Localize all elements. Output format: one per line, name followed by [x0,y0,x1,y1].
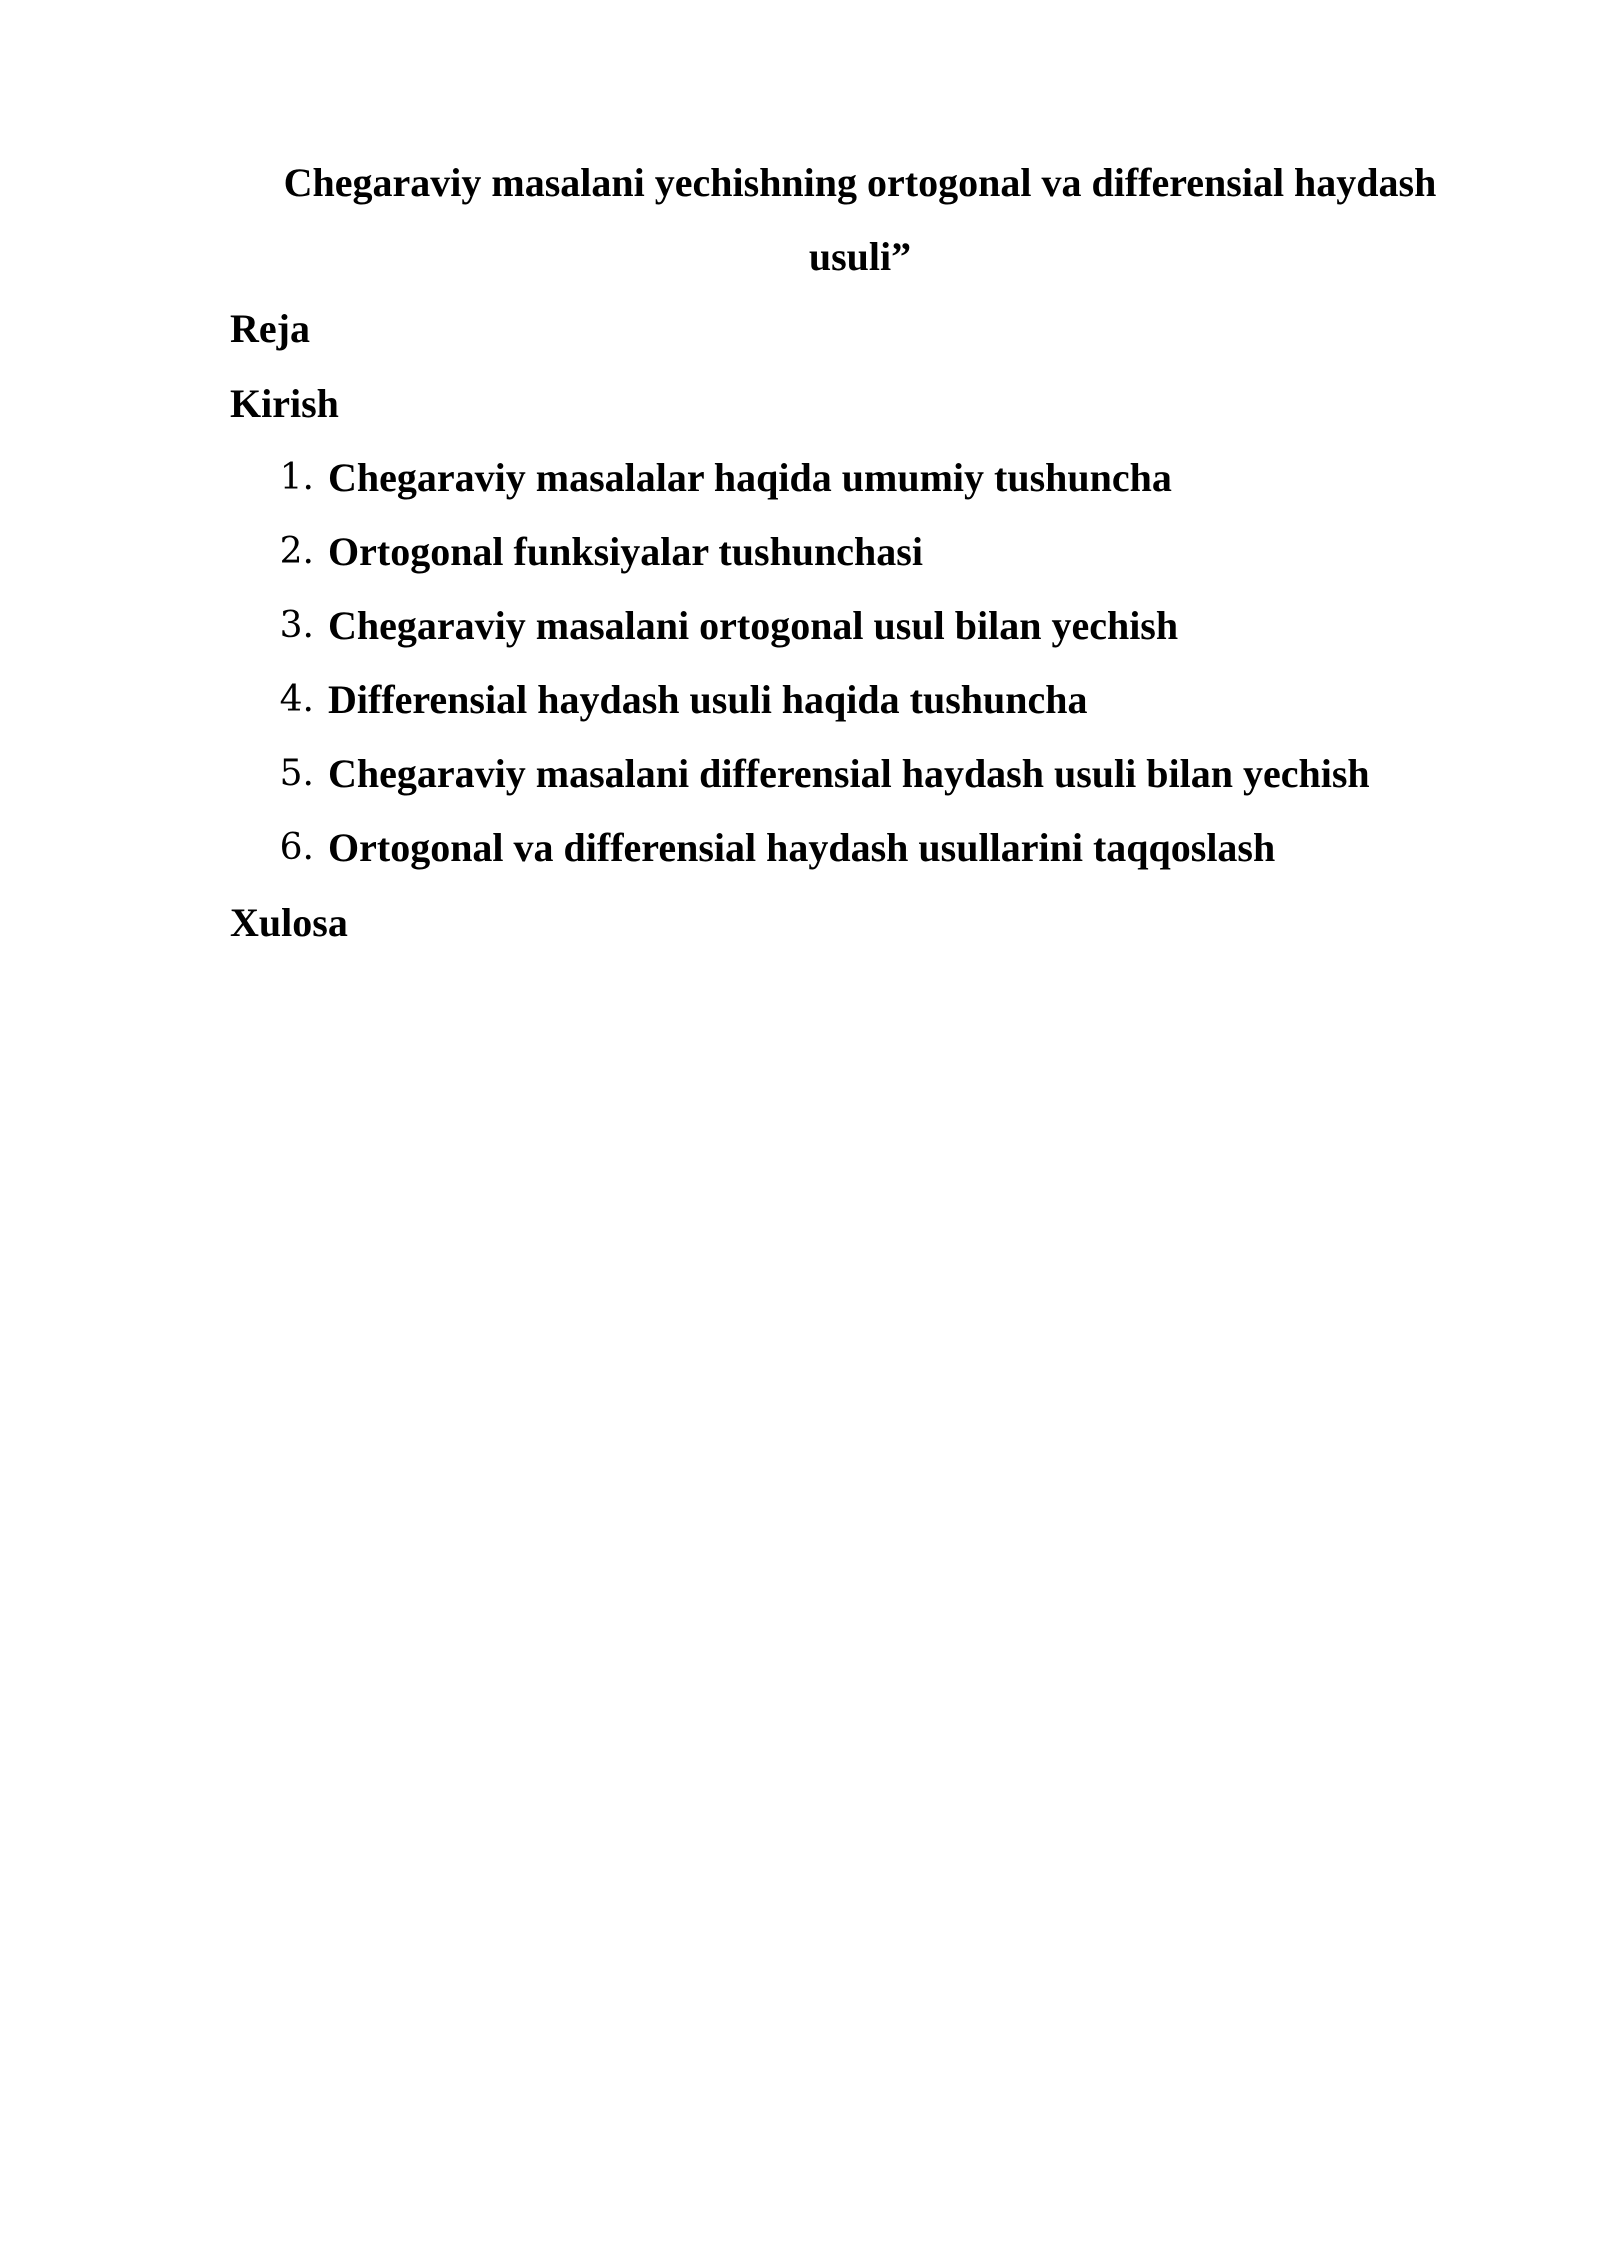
plan-item-text: Ortogonal funksiyalar tushunchasi [328,529,923,574]
title-line-2: usuli” [808,234,912,279]
plan-item-number: 1. [279,457,314,498]
intro-heading: Kirish [230,381,339,426]
plan-item-text: Differensial haydash usuli haqida tushuncha [328,677,1088,722]
conclusion-heading: Xulosa [230,900,348,945]
plan-item-number: 2. [279,531,314,572]
plan-item-text: Chegaraviy masalalar haqida umumiy tushuncha [328,455,1172,500]
plan-item-number: 4. [279,679,314,720]
title-line-1: Chegaraviy masalani yechishning ortogonal va differensial haydash [283,160,1437,205]
plan-item-text: Ortogonal va differensial haydash usullarini taqqoslash [328,825,1276,870]
plan-item-number: 3. [279,605,314,646]
plan-heading: Reja [230,306,310,351]
document-title [230,146,1490,294]
plan-item-text: Chegaraviy masalani ortogonal usul bilan yechish [328,603,1179,648]
plan-item-number: 6. [279,827,314,868]
plan-item-text: Chegaraviy masalani differensial haydash usuli bilan yechish [328,751,1370,796]
plan-item-number: 5. [279,753,314,794]
